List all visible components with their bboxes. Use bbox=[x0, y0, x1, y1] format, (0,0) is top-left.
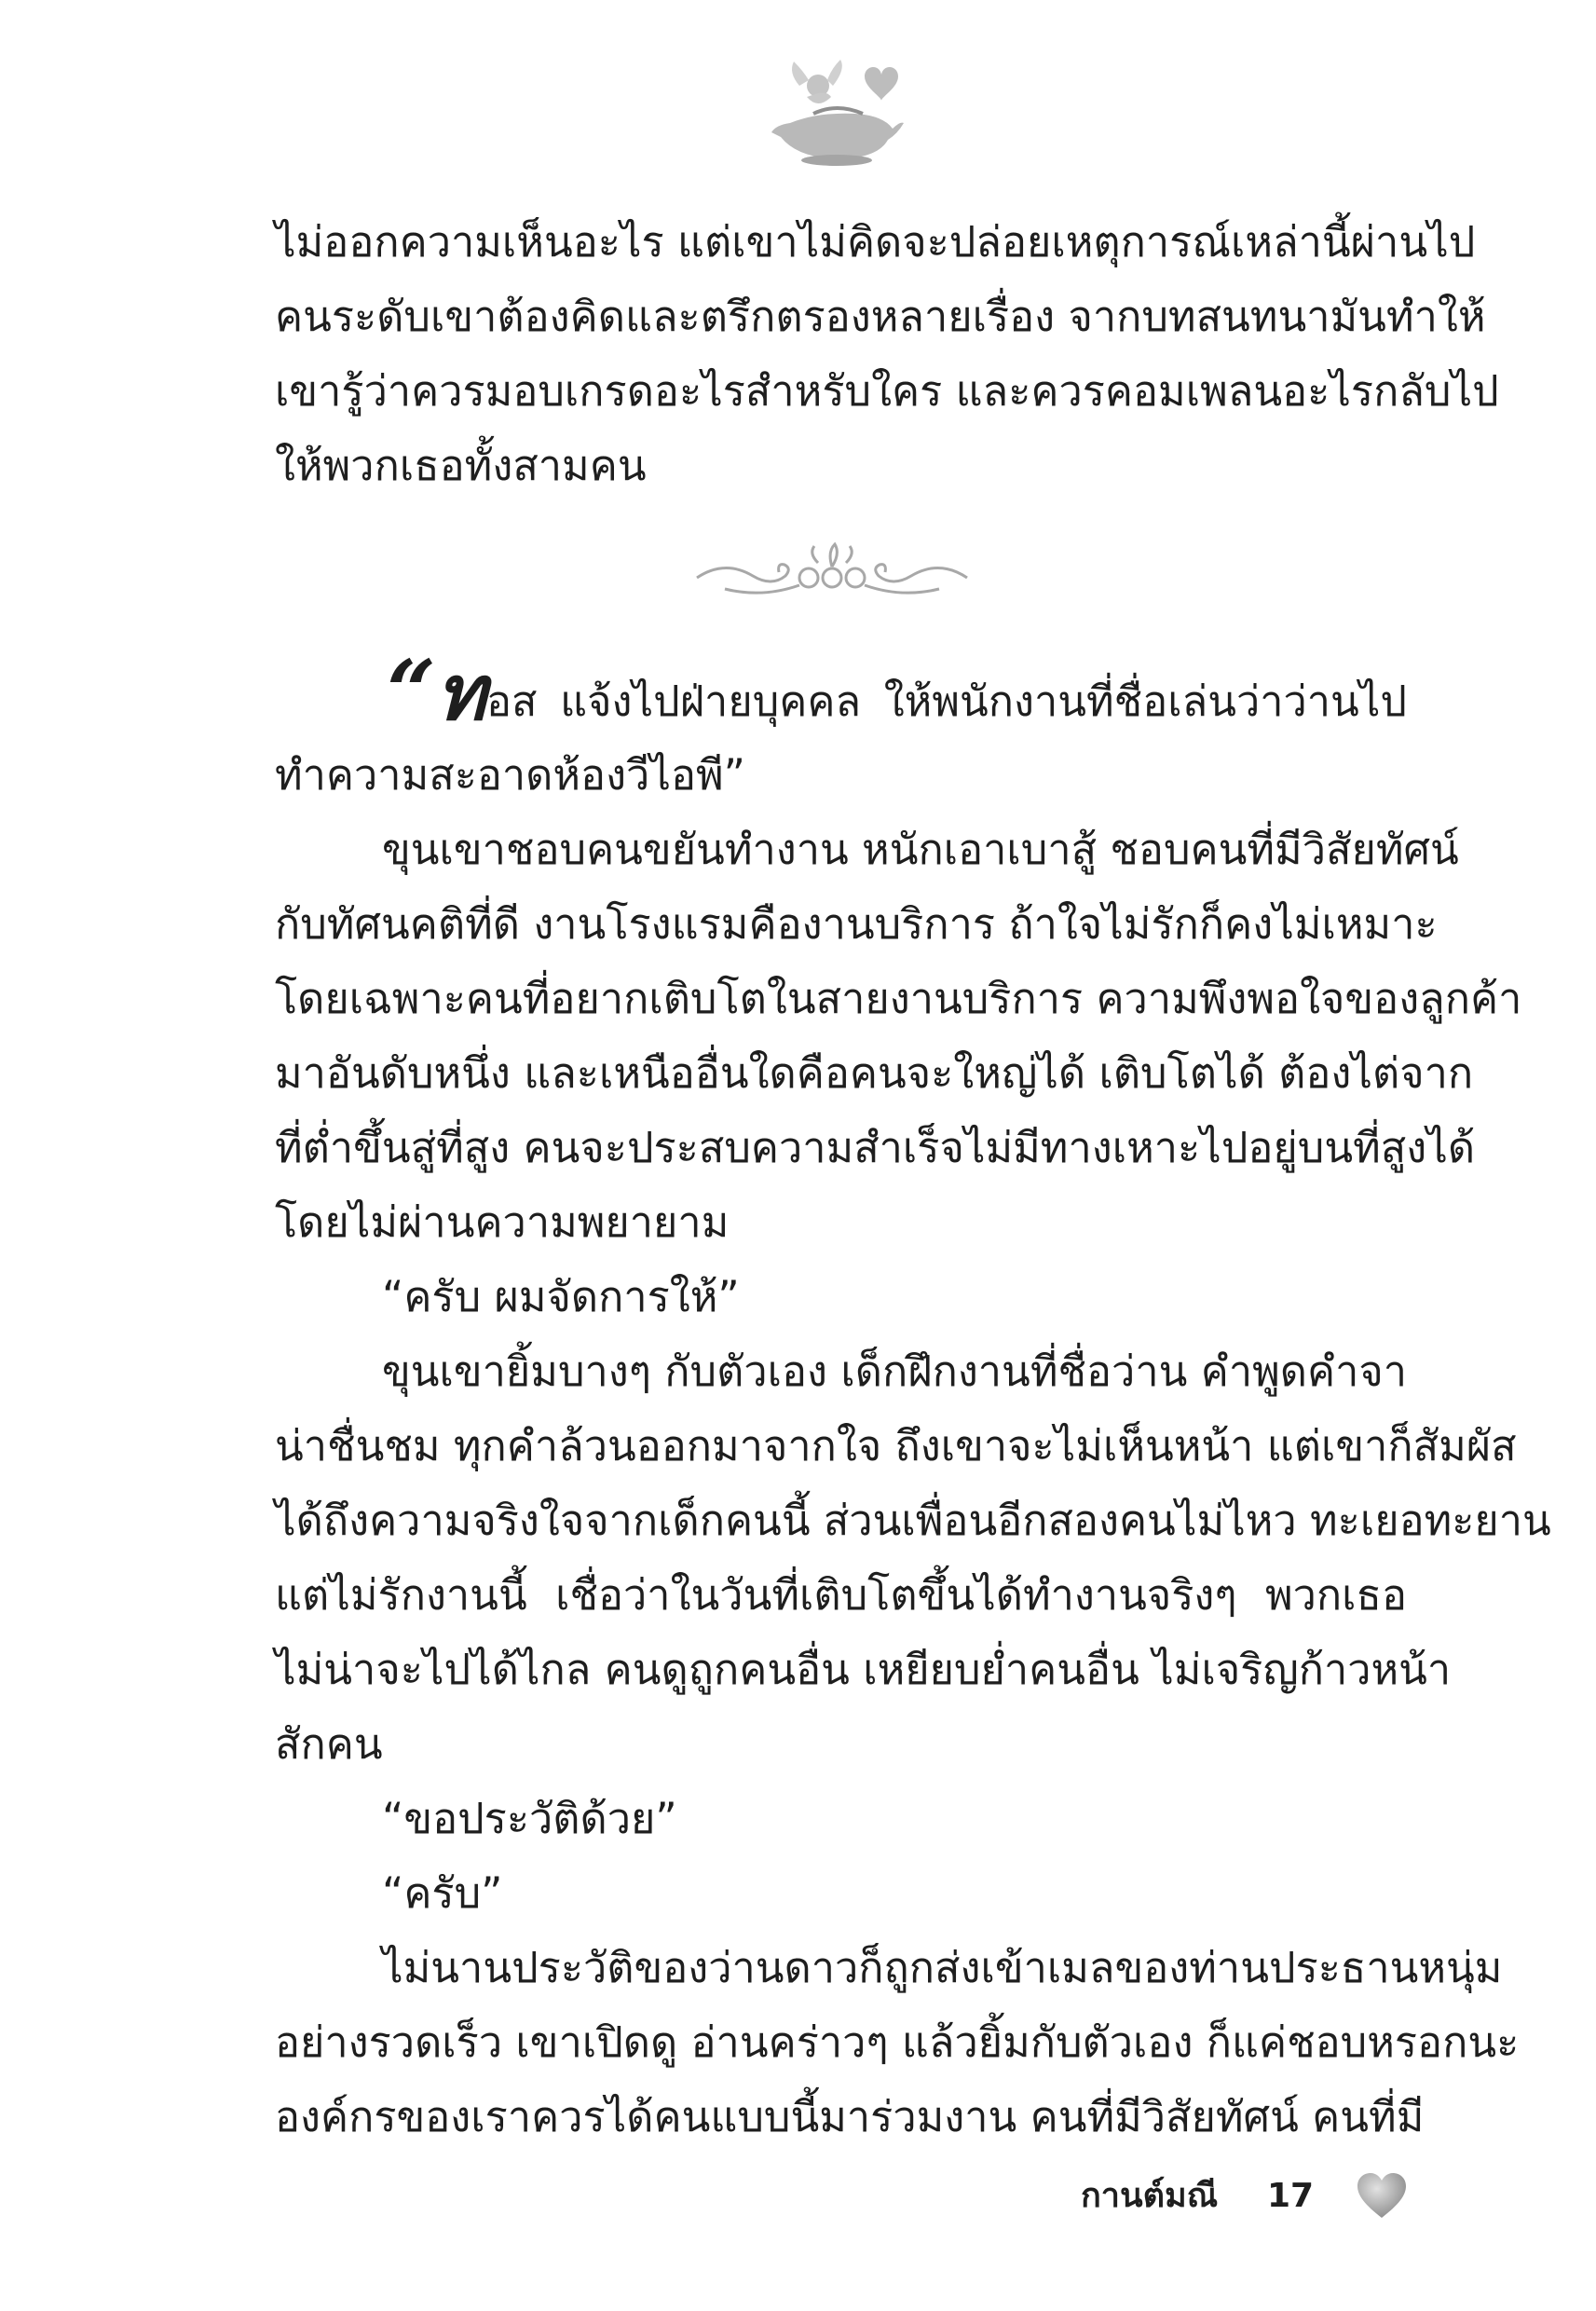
text-line: ให้พวกเธอทั้งสามคน bbox=[275, 441, 647, 490]
page-footer bbox=[1081, 2164, 1360, 2229]
text-line: โดยไม่ผ่านความพยายาม bbox=[275, 1197, 730, 1247]
page-number: 17 bbox=[1267, 2177, 1315, 2215]
paragraph-opening bbox=[275, 205, 1499, 503]
dropcap-letter: ท bbox=[435, 650, 486, 738]
text-line: “ขอประวัติด้วย” bbox=[382, 1794, 677, 1843]
dropcap-line bbox=[275, 641, 1407, 742]
text-line: ไม่ออกความเห็นอะไร แต่เขาไม่คิดจะปล่อยเหตุการณ์เหล่านี้ผ่านไป bbox=[275, 217, 1476, 267]
text-line: มาอันดับหนึ่ง และเหนืออื่นใดคือคนจะใหญ่ได้ เติบโตได้ ต้องไต่จาก bbox=[275, 1048, 1474, 1098]
text-line: สักคน bbox=[275, 1719, 383, 1769]
text-line: กับทัศนคติที่ดี งานโรงแรมคืองานบริการ ถ้าใจไม่รักก็คงไม่เหมาะ bbox=[275, 899, 1438, 949]
cupid-teapot-ornament-icon bbox=[762, 48, 911, 170]
text-line: โดยเฉพาะคนที่อยากเติบโตในสายงานบริการ ความพึงพอใจของลูกค้า bbox=[275, 974, 1522, 1023]
text-line: คนระดับเขาต้องคิดและตรึกตรองหลายเรื่อง จากบทสนทนามันทำให้ bbox=[275, 292, 1486, 341]
text-line: ได้ถึงความจริงใจจากเด็กคนนี้ ส่วนเพื่อนอีกสองคนไม่ไหว ทะเยอทะยาน bbox=[275, 1496, 1551, 1545]
dropcap-quote-mark: “ bbox=[387, 641, 436, 742]
dropcap-paragraph bbox=[275, 641, 1407, 742]
text-line: “ครับ ผมจัดการให้” bbox=[382, 1272, 740, 1321]
text-line: น่าชื่นชม ทุกคำล้วนออกมาจากใจ ถึงเขาจะไม่เห็นหน้า แต่เขาก็สัมผัส bbox=[275, 1421, 1517, 1470]
text-line: ที่ต่ำขึ้นสู่ที่สูง คนจะประสบความสำเร็จไม่มีทางเหาะไปอยู่บนที่สูงได้ bbox=[275, 1123, 1476, 1172]
text-line: เขารู้ว่าควรมอบเกรดอะไรสำหรับใคร และควรคอมเพลนอะไรกลับไป bbox=[275, 366, 1499, 416]
author-name: กานต์มณี bbox=[1081, 2177, 1219, 2215]
text-line: ขุนเขาชอบคนขยันทำงาน หนักเอาเบาสู้ ชอบคนที่มีวิสัยทัศน์ bbox=[382, 825, 1459, 874]
text-line: ไม่นานประวัติของว่านดาวก็ถูกส่งเข้าเมลของท่านประธานหนุ่ม bbox=[382, 1943, 1503, 1992]
text-line: องค์กรของเราควรได้คนแบบนี้มาร่วมงาน คนที่มีวิสัยทัศน์ คนที่มี bbox=[275, 2092, 1425, 2141]
flourish-divider-icon bbox=[688, 540, 976, 611]
body-text bbox=[275, 738, 1551, 2154]
text-line: “ครับ” bbox=[382, 1868, 503, 1918]
text-line: ทำความสะอาดห้องวีไอพี” bbox=[275, 750, 745, 800]
dropcap-rest-text: อส แจ้งไปฝ่ายบุคคล ให้พนักงานที่ชื่อเล่นว่าว่านไป bbox=[485, 677, 1407, 726]
text-line: ไม่น่าจะไปได้ไกล คนดูถูกคนอื่น เหยียบย่ำคนอื่น ไม่เจริญก้าวหน้า bbox=[275, 1645, 1452, 1694]
text-line: ขุนเขายิ้มบางๆ กับตัวเอง เด็กฝึกงานที่ชื่อว่าน คำพูดคำจา bbox=[382, 1347, 1407, 1396]
text-line: แต่ไม่รักงานนี้ เชื่อว่าในวันที่เติบโตขึ้นได้ทำงานจริงๆ พวกเธอ bbox=[275, 1570, 1407, 1620]
heart-icon bbox=[1356, 2171, 1408, 2220]
text-line: อย่างรวดเร็ว เขาเปิดดู อ่านคร่าวๆ แล้วยิ้มกับตัวเอง ก็แค่ชอบหรอกนะ bbox=[275, 2017, 1520, 2067]
